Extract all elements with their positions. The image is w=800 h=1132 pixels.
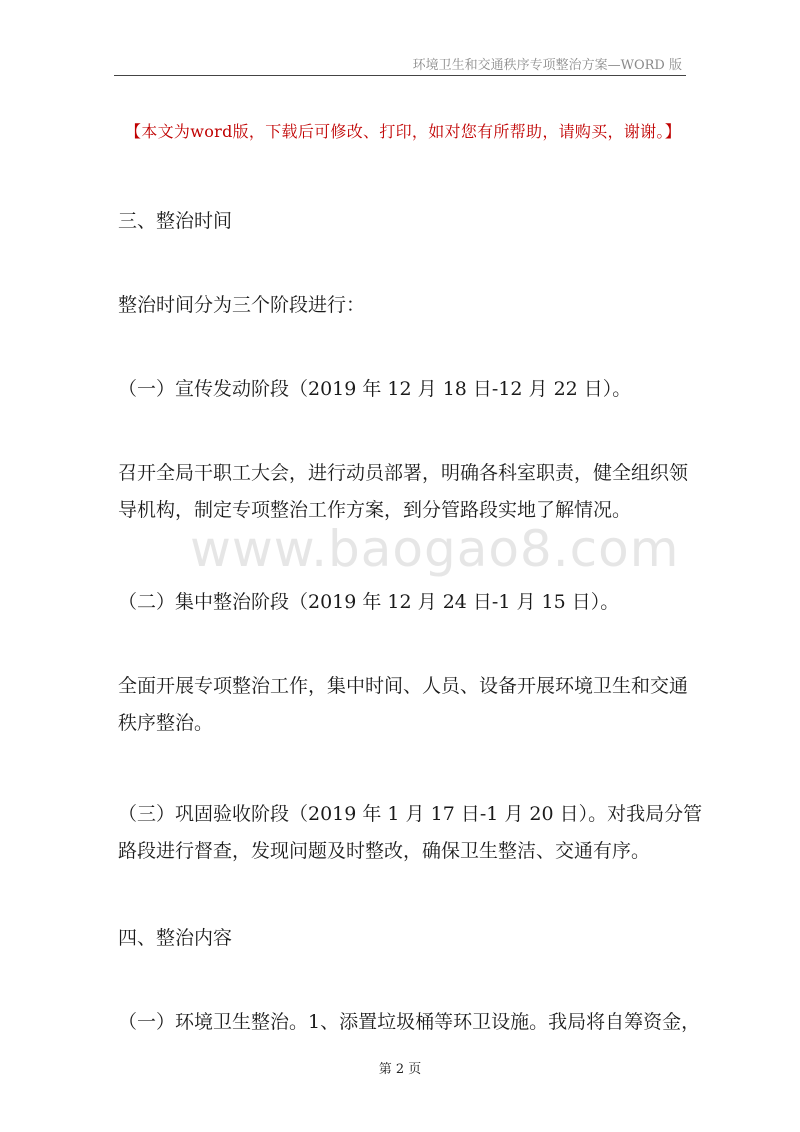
paragraph (118, 455, 689, 529)
running-header: 环境卫生和交通秩序专项整治方案—WORD 版 (412, 58, 682, 73)
text-line: 导机构，制定专项整治工作方案，到分管路段实地了解情况。 (118, 499, 632, 521)
text-line: 召开全局干职工大会，进行动员部署，明确各科室职责，健全组织领 (118, 462, 689, 484)
text-line: （二）集中整治阶段（2019 年 12 月 24 日-1 月 15 日）。 (118, 591, 620, 613)
paragraph (118, 668, 689, 742)
section-heading-4 (118, 920, 684, 957)
stage-3-paragraph (118, 796, 703, 870)
text-line: 秩序整治。 (118, 712, 214, 734)
text-line: 全面开展专项整治工作，集中时间、人员、设备开展环境卫生和交通 (118, 675, 689, 697)
header-divider (114, 75, 686, 76)
stage-2-heading (118, 584, 684, 621)
text-line: 四、整治内容 (118, 927, 233, 949)
text-line: （三）巩固验收阶段（2019 年 1 月 17 日-1 月 20 日）。对我局分管 (118, 803, 703, 825)
text-line: 路段进行督查，发现问题及时整改，确保卫生整洁、交通有序。 (118, 840, 651, 862)
purchase-notice: 【本文为word版，下载后可修改、打印，如对您有所帮助，请购买，谢谢。】 (125, 122, 682, 141)
page-number: 第 2 页 (378, 1062, 422, 1077)
text-line: （一）宣传发动阶段（2019 年 12 月 18 日-12 月 22 日）。 (118, 378, 632, 400)
text-line: （一）环境卫生整治。1、添置垃圾桶等环卫设施。我局将自筹资金， (118, 1011, 701, 1033)
watermark-text: www.baogao8.com (190, 520, 680, 578)
stage-1-heading (118, 371, 684, 408)
paragraph (118, 287, 684, 324)
section-heading-3 (118, 203, 684, 240)
text-line: 整治时间分为三个阶段进行： (118, 294, 366, 316)
text-line: 三、整治时间 (118, 210, 233, 232)
paragraph (118, 1004, 701, 1041)
